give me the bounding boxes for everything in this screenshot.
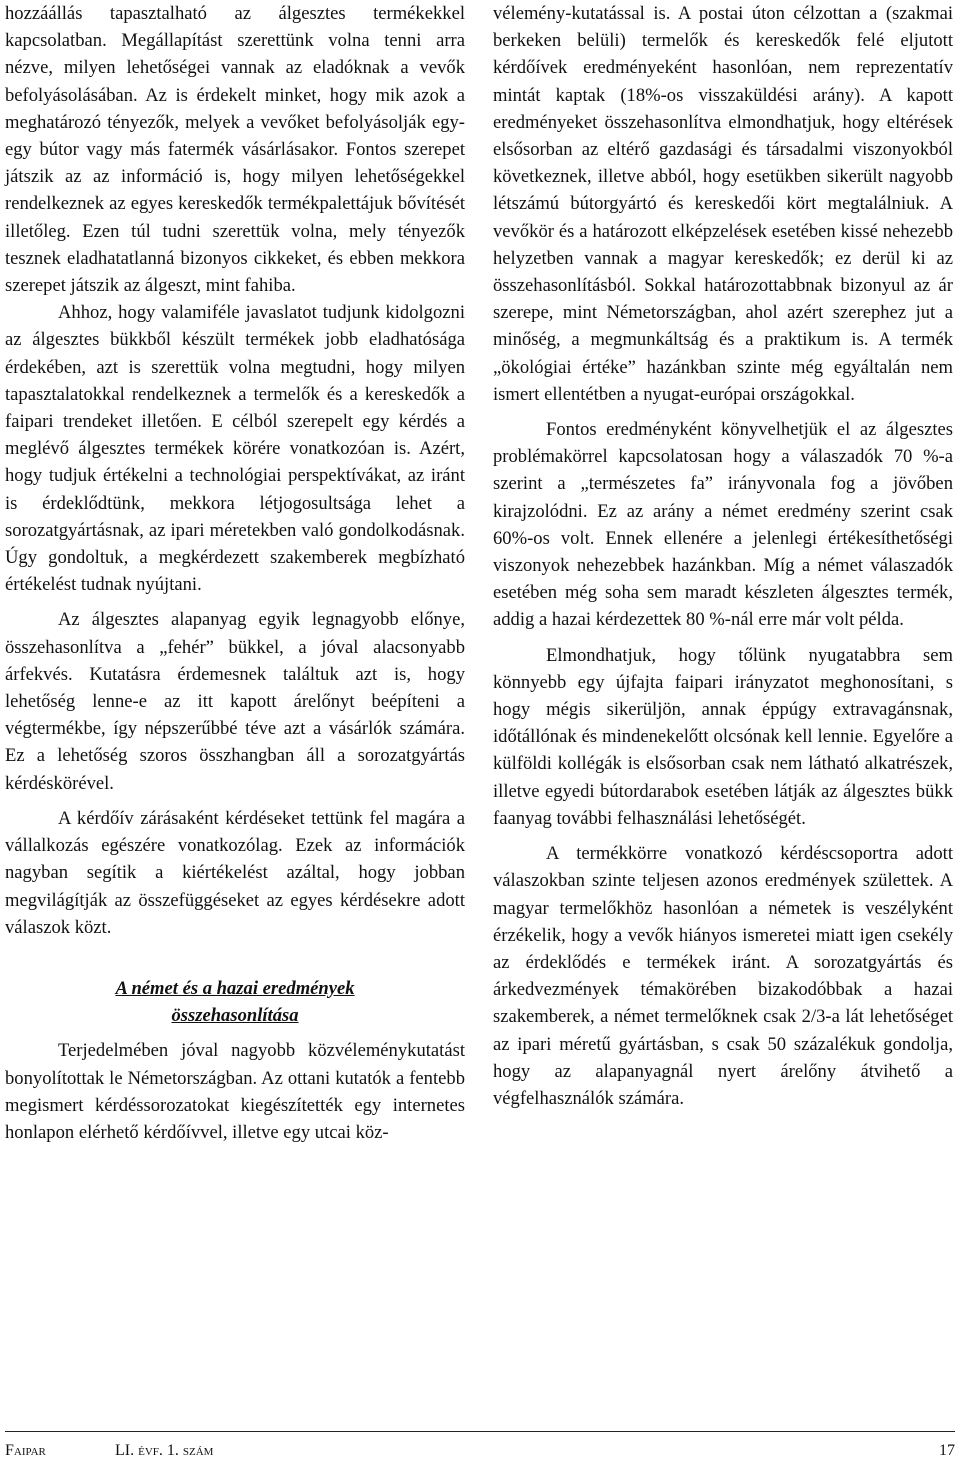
paragraph: Elmondhatjuk, hogy tőlünk nyugatabbra sem könnyebb egy újfajta faipari irányzatot meghonosítani, s hogy mégis sikerüljön, annak éppúgy extravagánsnak, időtállónak és mindenekelőtt olcsónak kell lennie. Egyelőre a külföldi kollégák is elsősorban csak nem látható alkatrészek, illetve egyedi bútordarabok esetében látják az álgesztes bükk faanyag további felhasználási lehetőségét. [493, 644, 953, 829]
paragraph: vélemény-kutatással is. A postai úton célzottan a (szakmai berkeken belüli) termelők és kereskedők felé eljutott kérdőívek eredményeként hasonlóan, nem reprezentatív mintát kaptak (18%-os visszaküldési arány). A kapott eredményeket összehasonlítva elmondhatjuk, hogy eltérések elsősorban az eltérő gazdasági és társadalmi viszonyokból következnek, illetve abból, hogy esetükben sikerült nagyobb létszámú bútorgyártó és kereskedői kört megtalálniuk. A vevőkör és a határozott elképzelések esetében kissé nehezebb helyzetben vannak a magyar kereskedők; ez derül ki az összehasonlításból. Sokkal határozottabbnak bizonyul az ár szerepe, mint Németországban, ahol azért szerephez jut a minőség, a megmunkáltság és a praktikum is. A termék „ökológiai értéke” hazánkban szinte még egyáltalán nem ismert ellentétben a nyugat-európai országokkal. [493, 3, 953, 405]
paragraph: hozzáállás tapasztalható az álgesztes termékekkel kapcsolatban. Megállapítást szerettünk volna tenni arra nézve, milyen lehetőségei vannak az eladóknak a vevők befolyásolásában. Az is érdekelt minket, hogy mik azok a meghatározó tényezők, melyek a vevőket befolyásolják egy-egy bútor vagy más fatermék vásárlásakor. Fontos szerepet játszik az az információ is, hogy milyen lehetőségekkel rendelkeznek az egyes kereskedők termékpalettájuk bővítését illetőleg. Ezen túl tudni szerettük volna, mely tényezők tesznek eladhatatlanná bizonyos cikkeket, és ebben mekkora szerepet játszik az álgeszt, mint fahiba. [5, 3, 465, 297]
paragraph: Az álgesztes alapanyag egyik legnagyobb előnye, összehasonlítva a „fehér” bükkel, a jóval alacsonyabb árfekvés. Kutatásra érdemesnek találtuk azt is, hogy lehetőség lenne-e az itt kapott árelőnyt beépíteni a végtermékbe, így népszerűbbé téve azt a vásárlók számára. Ez a lehetőség szoros összhangban áll a sorozatgyártás kérdéskörével. [5, 609, 465, 794]
section-heading-line: összehasonlítása [171, 1005, 299, 1027]
footer-divider [5, 1431, 955, 1432]
paragraph: Ahhoz, hogy valamiféle javaslatot tudjunk kidolgozni az álgesztes bükkből készült termékek jobb eladhatósága érdekében, azt is szerettük volna megtudni, hogy milyen tapasztalatokkal rendelkeznek a termelők és a kereskedők a faipari trendeket illetően. E célból szerepelt egy kérdés a meglévő álgesztes termékek körére vonatkozóan is. Azért, hogy tudjuk értékelni a technológiai perspektívákat, az iránt is érdeklődtünk, mekkora létjogosultsága lehet a sorozatgyártásnak, az ipari méretekben való gondolkodásnak. Úgy gondoltuk, a megkérdezett szakemberek megbízható értékelést tudnak nyújtani. [5, 302, 465, 596]
paragraph: A termékkörre vonatkozó kérdéscsoportra adott válaszokban szinte teljesen azonos eredmények születtek. A magyar termelőkhöz hasonlóan a németek is veszélyként érzékelik, hogy a vevők hiányos ismeretei miatt igen csekély az érdeklődés e termékek iránt. A sorozatgyártás és árkedvezmények témakörében bizakodóbbak a hazai szakemberek, a német termelőknek csak 2/3-a lát lehetőséget az ipari méretű gyártásban, s csak 50 százalékuk gondolja, hogy az alapanyagnál nyert árelőny átvihető a végfelhasználók számára. [493, 843, 953, 1109]
paragraph: Fontos eredményként könyvelhetjük el az álgesztes problémakörrel kapcsolatosan hogy a válaszadók 70 %-a szerint a „természetes fa” irányvonala fog a jövőben kirajzolódni. Ez az arány a német eredmény szerint csak 60%-os volt. Ennek ellenére a jelenlegi értékesíthetőségi viszonyok nehezebbek hazánkban. Míg a német válaszadók esetében még soha sem maradt készleten álgesztes termék, addig a hazai kérdezettek 80 %-nál erre már volt példa. [493, 419, 953, 631]
section-heading [5, 975, 465, 1029]
journal-name: Faipar [5, 1442, 46, 1459]
paragraph: Terjedelmében jóval nagyobb közvéleménykutatást bonyolítottak le Németországban. Az ottani kutatók a fentebb megismert kérdéssorozatokat kiegészítették egy internetes honlapon elérhető kérdőívvel, illetve egy utcai köz- [5, 1040, 465, 1143]
issue-label: LI. évf. 1. szám [115, 1442, 214, 1459]
left-column [5, 0, 465, 1146]
paragraph: A kérdőív zárásaként kérdéseket tettünk fel magára a vállalkozás egészére vonatkozólag. Ezek az információk nagyban segítik a kiértékelést azáltal, hogy jobban megvilágítják az összefüggéseket az egyes kérdésekre adott válaszok közt. [5, 807, 465, 938]
section-heading-line: A német és a hazai eredmények [115, 977, 355, 999]
page-number: 17 [939, 1442, 955, 1459]
page-footer [5, 1441, 955, 1461]
right-column [493, 0, 953, 1112]
